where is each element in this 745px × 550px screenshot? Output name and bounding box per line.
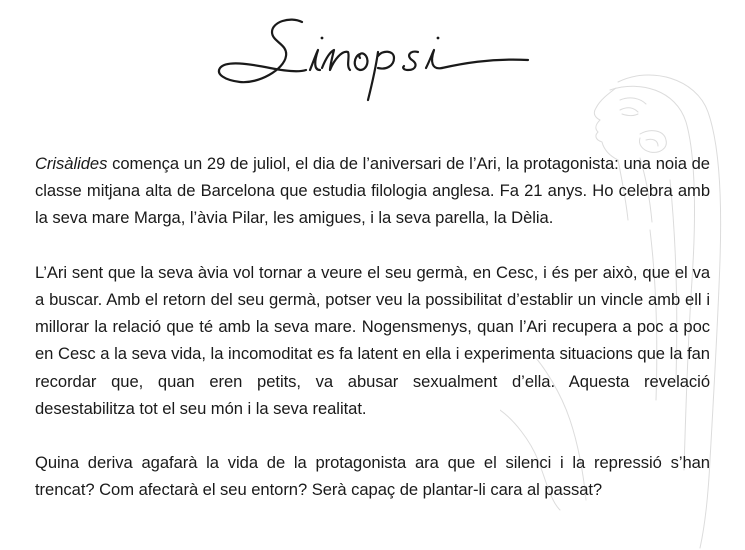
paragraph-text: L’Ari sent que la seva àvia vol tornar a veure el seu germà, en Cesc, i és per això, que el va a buscar. Amb el retorn del seu germà, potser veu la possibilitat d’establir un vincle amb ell i millorar la relació que té amb la seva mare. Nogensmenys, quan l’Ari recupera a poc a poc en Cesc a la seva vida, la incomoditat es fa latent en ella i experimenta situacions que la fan recordar que, quan eren petits, va abusar sexualment d’ella. Aquesta revelació desestabilitza tot el seu món i la seva realitat. [35,262,710,418]
book-title-italic: Crisàlides [35,154,108,173]
paragraph-text: Quina deriva agafarà la vida de la protagonista ara que el silenci i la repressió s’han trencat? Com afectarà el seu entorn? Serà capaç de plantar-li cara al passat? [35,453,710,500]
synopsis-paragraph-2 [35,259,710,422]
handwritten-title [210,8,540,108]
paragraph-text: comença un 29 de juliol, el dia de l’aniversari de l’Ari, la protagonista: una noia de classe mitjana alta de Barcelona que estudia filologia anglesa. Fa 21 anys. Ho celebra amb la seva mare Marga, l’àvia Pilar, les amigues, i la seva parella, la Dèlia. [35,154,710,228]
synopsis-paragraph-3 [35,449,710,503]
synopsis-body [35,150,710,504]
synopsis-paragraph-1 [35,150,710,232]
